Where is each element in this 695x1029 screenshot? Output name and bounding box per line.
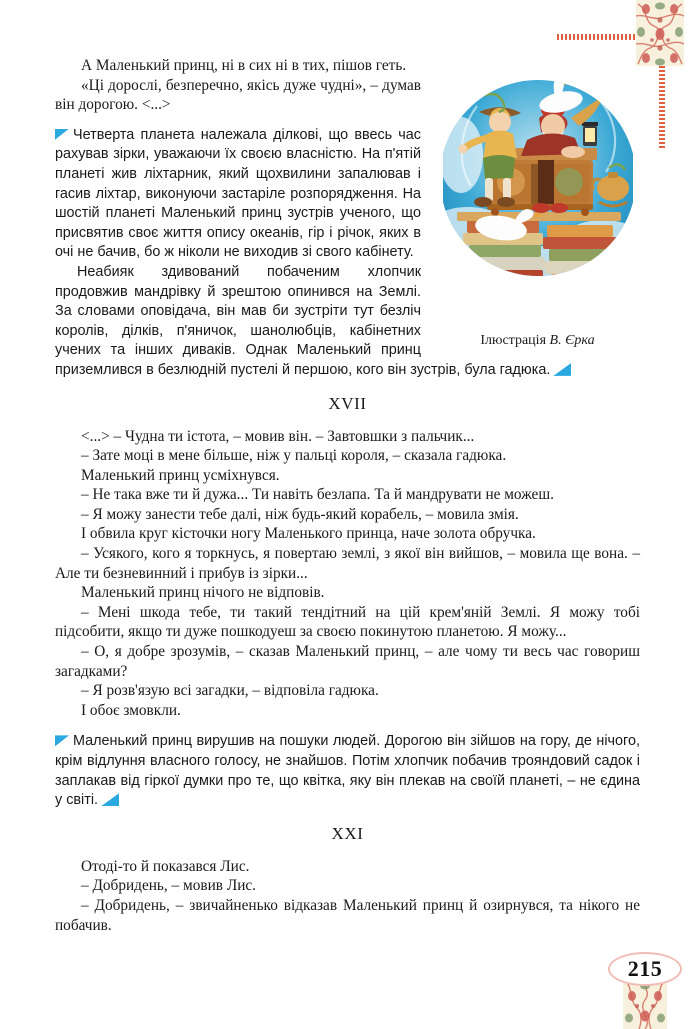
- paragraph-16: І обоє змовкли.: [81, 701, 181, 719]
- spacer: [55, 844, 640, 857]
- spacer: [55, 720, 640, 732]
- paragraph-4-text: Неабияк здивований побаченим хлопчик продовжив мандрівку й зрештою опинився на Землі. За словами оповідача, він мав би зустріти тут безліч королів, ділків, п'яничок, шанолюбців, кабінетних учених та інших диваків. Однак Маленький принц приземлився в безлюдній пустелі й першою, кого він зустрів, була гадюка.: [55, 263, 551, 378]
- paragraph-12: Маленький принц нічого не відповів.: [81, 584, 325, 602]
- spacer: [55, 414, 640, 427]
- section-end-marker-icon: [553, 363, 571, 376]
- heading-xvii: XVII: [328, 393, 367, 413]
- paragraph-2: «Ці дорослі, безперечно, якісь дуже чудні», – думав він дорогою. <...>: [55, 76, 421, 114]
- paragraph-10: І обвила круг кісточки ногу Маленького принца, наче золота обручка.: [81, 525, 536, 543]
- page-number: 215: [608, 952, 682, 986]
- paragraph-17: [55, 732, 640, 810]
- paragraph-5: <...> – Чудна ти істота, – мовив він. – Завтовшки з пальчик...: [81, 427, 475, 445]
- paragraph-11: – Усякого, кого я торкнусь, я повертаю землі, з якої він вийшов, – мовила ще вона. – Але ти безневинний і прибув із зірки...: [55, 545, 640, 582]
- dashed-rule-vertical-icon: [659, 66, 665, 149]
- paragraph-8: – Не така вже ти й дужа... Ти навіть безлапа. Та й мандрувати не можеш.: [81, 486, 554, 504]
- section-start-marker-icon: [55, 735, 69, 746]
- caption-author: В. Єрка: [549, 333, 595, 348]
- page-body: [55, 56, 640, 935]
- paragraph-3-text: Четверта планета належала ділкові, що ввесь час рахував зірки, уважаючи їх своєю власністю. На п'ятій планеті жив ліхтарник, який щохвилини запалював і гасив ліхтар, виконуючи застаріле розпорядження. На шостій планеті Маленький принц зустрів ученого, що присвятив своє життя опису океанів, гір і річок, яких в очі не бачив, бо ж ніколи не виходив зі свого кабінету.: [55, 126, 421, 261]
- illustration-image: [443, 60, 633, 328]
- paragraph-19: – Добридень, – мовив Лис.: [81, 877, 256, 895]
- paragraph-1: А Маленький принц, ні в сих ні в тих, пішов геть.: [81, 57, 407, 74]
- section-end-marker-icon: [101, 793, 119, 806]
- corner-ornament-icon: [636, 0, 684, 66]
- caption-prefix: Ілюстрація: [480, 333, 547, 348]
- paragraph-6: – Зате моці в мене більше, ніж у пальці короля, – сказала гадюка.: [81, 447, 507, 465]
- paragraph-15: – Я розв'язую всі загадки, – відповіла гадюка.: [81, 682, 379, 700]
- paragraph-13: – Мені шкода тебе, ти такий тендітний на цій крем'яній Землі. Я можу тобі підсобити, якщо ти дуже пошкодуеш за своєю покинутою планетою. Я можу...: [55, 603, 640, 641]
- paragraph-14: – О, я добре зрозумів, – сказав Маленький принц, – але чому ти весь час говориш загадками?: [55, 643, 640, 680]
- paragraph-17-text: Маленький принц вирушив на пошуки людей. Дорогою він зійшов на гору, де нічого, крім відлуння власного голосу, не знайшов. Потім хлопчик побачив трояндовий садок і заплакав від гіркої думки про те, що квітка, яку він плекав на своїй планеті, – не єдина у світі.: [55, 733, 640, 809]
- spacer: [55, 381, 640, 394]
- illustration-caption: [435, 333, 640, 349]
- section-start-marker-icon: [55, 129, 69, 140]
- paragraph-7: Маленький принц усміхнувся.: [81, 466, 280, 484]
- heading-xxi: XXI: [331, 823, 364, 843]
- paragraph-20: – Добридень, – звичайненько відказав Маленький принц й озирнувся, та нікого не побачив.: [55, 896, 640, 934]
- paragraph-18: Отоді-то й показався Лис.: [81, 857, 250, 875]
- illustration-figure: [435, 56, 640, 349]
- paragraph-9: – Я можу занести тебе далі, ніж будь-який корабель, – мовила змія.: [81, 505, 519, 523]
- dashed-rule-horizontal-icon: [557, 34, 637, 40]
- spacer: [55, 811, 640, 824]
